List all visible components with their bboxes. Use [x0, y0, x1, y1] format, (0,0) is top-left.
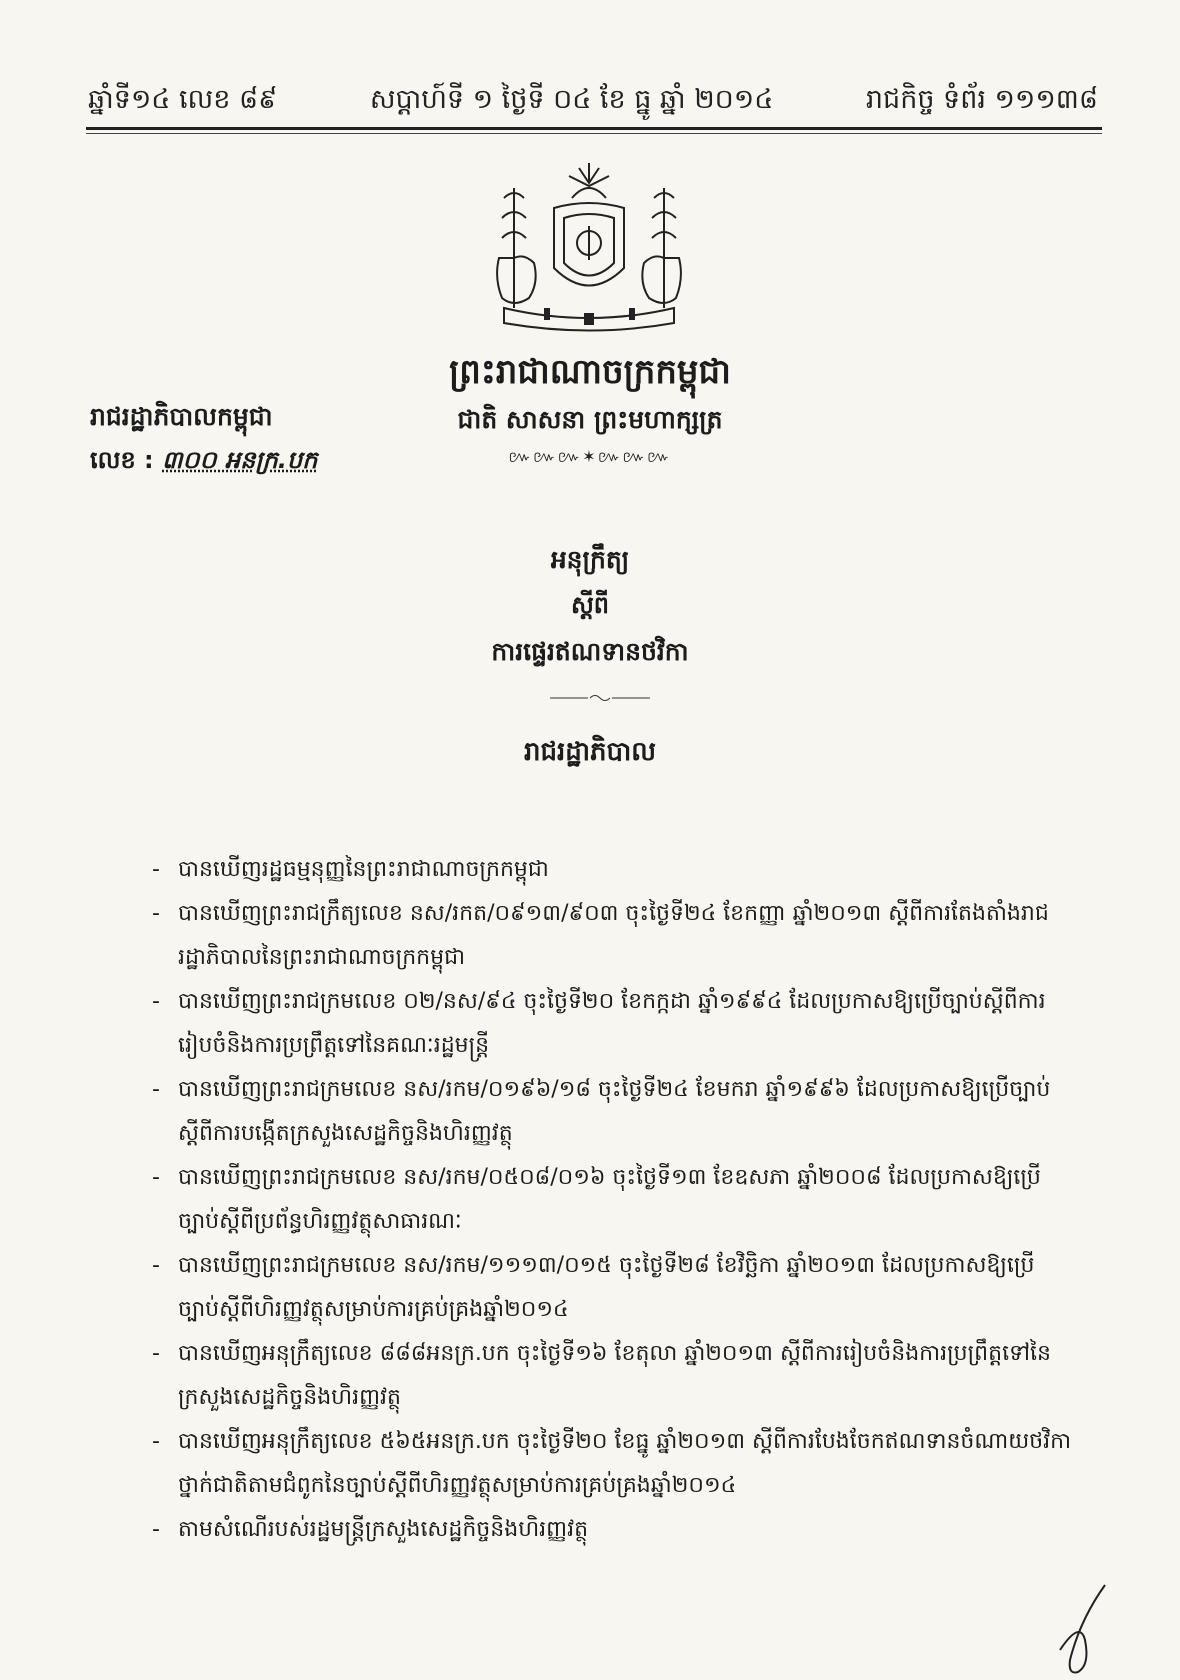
visa-list	[152, 848, 1072, 1552]
national-motto: ជាតិ សាសនា ព្រះមហាក្សត្រ	[457, 405, 723, 434]
gazette-header	[88, 78, 1098, 122]
authority-heading: រាជរដ្ឋាភិបាល	[523, 737, 657, 767]
visa-item: - បានឃើញអនុក្រឹត្យលេខ ៨៨៨អនក្រ.បក ចុះថ្ងៃទី១៦ ខែតុលា ឆ្នាំ២០១៣ ស្តីពីការរៀបចំនិងការប្រព្រឹត្តទៅនៃក្រសួងសេដ្ឋកិច្ចនិងហិរញ្ញវត្ថុ	[152, 1332, 1072, 1420]
document-subject: ការផ្ទេរឥណទានថវិកា	[491, 637, 689, 666]
kingdom-name: ព្រះរាជាណាចក្រកម្ពុជា	[449, 352, 731, 392]
title-divider	[550, 693, 650, 703]
header-rule-thick	[86, 127, 1102, 130]
ornament-divider: ៚៚៚✶៚៚៚	[508, 447, 672, 466]
visa-item: - បានឃើញព្រះរាជក្រមលេខ ០២/នស/៩៤ ចុះថ្ងៃទី២០ ខែកក្កដា ឆ្នាំ១៩៩៤ ដែលប្រកាសឱ្យប្រើច្បាប់ស្តីពីការរៀបចំនិងការប្រព្រឹត្តទៅនៃគណៈរដ្ឋមន្ត្រី	[152, 980, 1072, 1068]
visa-item: - បានឃើញព្រះរាជក្រមលេខ នស/រកម/១១១៣/០១៥ ចុះថ្ងៃទី២៨ ខែវិច្ឆិកា ឆ្នាំ២០១៣ ដែលប្រកាសឱ្យប្រើច្បាប់ស្តីពីហិរញ្ញវត្ថុសម្រាប់ការគ្រប់គ្រងឆ្នាំ២០១៤	[152, 1244, 1072, 1332]
visa-item: - បានឃើញព្រះរាជក្រមលេខ នស/រកម/០៥០៨/០១៦ ចុះថ្ងៃទី១៣ ខែឧសភា ឆ្នាំ២០០៨ ដែលប្រកាសឱ្យប្រើច្បាប់ស្តីពីប្រព័ន្ធហិរញ្ញវត្ថុសាធារណៈ	[152, 1156, 1072, 1244]
issuer-name: រាជរដ្ឋាភិបាលកម្ពុជា	[90, 402, 273, 431]
document-number-label: លេខ :	[90, 446, 154, 474]
document-number-value: ៣០០ អនក្រ.បក	[162, 446, 318, 474]
visa-item: - បានឃើញអនុក្រឹត្យលេខ ៥៦៥អនក្រ.បក ចុះថ្ងៃទី២០ ខែធ្នូ ឆ្នាំ២០១៣ ស្តីពីការបែងចែកឥណទានចំណាយថវិកាថ្នាក់ជាតិតាមជំពូកនៃច្បាប់ស្តីពីហិរញ្ញវត្ថុសម្រាប់ការគ្រប់គ្រងឆ្នាំ២០១៤	[152, 1420, 1072, 1508]
royal-coat-of-arms-icon	[484, 158, 694, 338]
header-date: សប្តាហ៍ទី ១ ថ្ងៃទី ០៤ ខែ ធ្នូ ឆ្នាំ ២០១៤	[369, 84, 774, 115]
document-about: ស្តីពី	[570, 591, 610, 619]
visa-item: - បានឃើញព្រះរាជក្រមលេខ នស/រកម/០១៩៦/១៨ ចុះថ្ងៃទី២៤ ខែមករា ឆ្នាំ១៩៩៦ ដែលប្រកាសឱ្យប្រើច្បាប់ស្តីពីការបង្កើតក្រសួងសេដ្ឋកិច្ចនិងហិរញ្ញវត្ថុ	[152, 1068, 1072, 1156]
header-rule-thin	[86, 133, 1102, 134]
signature-mark-icon	[1050, 1580, 1130, 1680]
document-type: អនុក្រឹត្យ	[550, 545, 630, 574]
visa-item: - តាមសំណើរបស់រដ្ឋមន្ត្រីក្រសួងសេដ្ឋកិច្ចនិងហិរញ្ញវត្ថុ	[152, 1508, 1072, 1552]
visa-item: - បានឃើញរដ្ឋធម្មនុញ្ញនៃព្រះរាជាណាចក្រកម្ពុជា	[152, 848, 1072, 892]
header-year-issue: ឆ្នាំទី១៤ លេខ ៨៩	[88, 84, 278, 115]
document-number	[90, 445, 317, 480]
header-page: រាជកិច្ច ទំព័រ ១១១៣៨	[865, 84, 1098, 115]
visa-item: - បានឃើញព្រះរាជក្រឹត្យលេខ នស/រកត/០៩១៣/៩០៣ ចុះថ្ងៃទី២៤ ខែកញ្ញា ឆ្នាំ២០១៣ ស្តីពីការតែងតាំងរាជរដ្ឋាភិបាលនៃព្រះរាជាណាចក្រកម្ពុជា	[152, 892, 1072, 980]
